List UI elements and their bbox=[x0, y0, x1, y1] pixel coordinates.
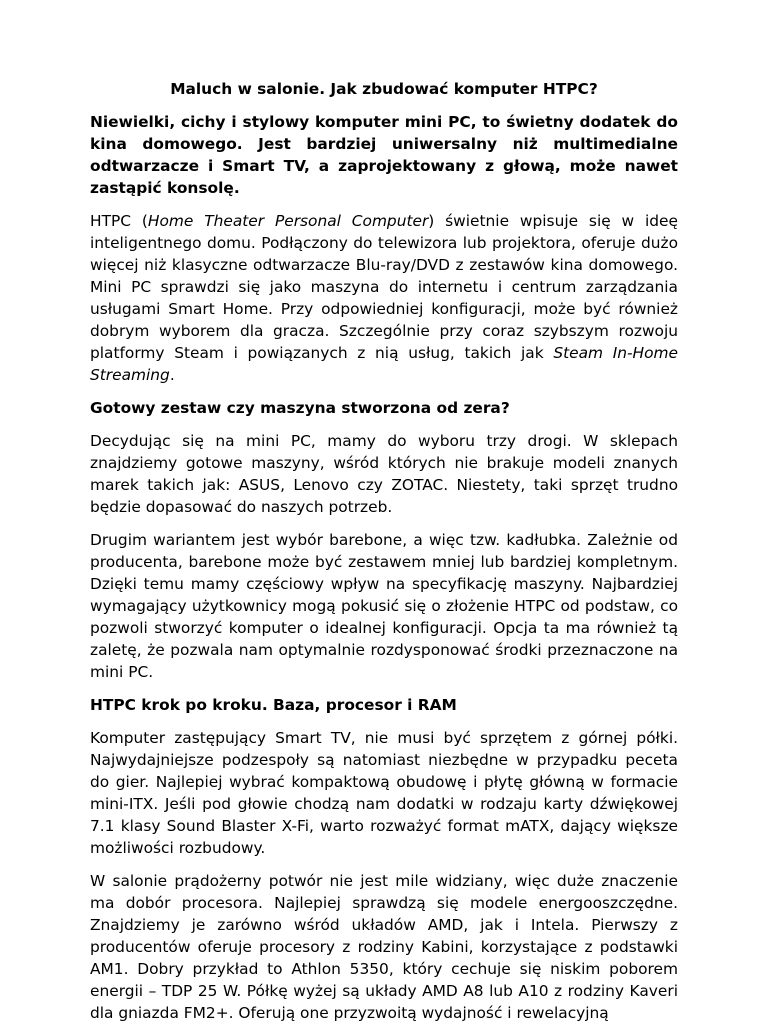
section2-paragraph-2: W salonie prądożerny potwór nie jest mile widziany, więc duże znaczenie ma dobór procesora. Najlepiej sprawdzą się modele energooszczędne. Znajdziemy je zarówno wśród układów AMD, jak i Intela. Pierwszy z producentów oferuje procesory z rodziny Kabini, korzystające z podstawki AM1. Dobry przykład to Athlon 5350, który cechuje się niskim poborem energii – TDP 25 W. Półkę wyżej są układy AMD A8 lub A10 z rodziny Kaveri dla gniazda FM2+. Oferują one przyzwoitą wydajność i rewelacyjną bbox=[90, 872, 678, 1022]
article-body bbox=[90, 78, 678, 1035]
section1-paragraph-2: Drugim wariantem jest wybór barebone, a więc tzw. kadłubka. Zależnie od producenta, barebone może być zestawem mniej lub bardziej kompletnym. Dzięki temu mamy częściowy wpływ na specyfikację maszyny. Najbardziej wymagający użytkownicy mogą pokusić się o złożenie HTPC od podstaw, co pozwoli stworzyć komputer o idealnej konfiguracji. Opcja ta ma również tą zaletę, że pozwala nam optymalnie rozdysponować środki przeznaczone na mini PC. bbox=[90, 531, 678, 681]
intro-emphasis-steam: Steam In-Home Streaming bbox=[90, 344, 678, 384]
intro-text-2: ) świetnie wpisuje się w ideę inteligentnego domu. Podłączony do telewizora lub projektora, oferuje dużo więcej niż klasyczne odtwarzacze Blu-ray/DVD z zestawów kina domowego. Mini PC sprawdzi się jako maszyna do internetu i centrum zarządzania usługami Smart Home. Przy odpowiedniej konfiguracji, może być również dobrym wyborem dla gracza. Szczególnie przy coraz szybszym rozwoju platformy Steam i powiązanych z nią usług, takich jak bbox=[90, 212, 678, 362]
intro-text-3: . bbox=[169, 366, 175, 384]
intro-text-1: HTPC ( bbox=[90, 212, 148, 230]
article-title: Maluch w salonie. Jak zbudować komputer HTPC? bbox=[170, 80, 598, 98]
section-heading-steps: HTPC krok po kroku. Baza, procesor i RAM bbox=[90, 696, 457, 714]
intro-emphasis-htpc: Home Theater Personal Computer bbox=[147, 212, 429, 230]
article-lead: Niewielki, cichy i stylowy komputer mini PC, to świetny dodatek do kina domowego. Jest bardziej uniwersalny niż multimedialne odtwarzacze i Smart TV, a zaprojektowany z głową, może nawet zastąpić konsolę. bbox=[90, 113, 678, 197]
section1-paragraph-1: Decydując się na mini PC, mamy do wyboru trzy drogi. W sklepach znajdziemy gotowe maszyny, wśród których nie brakuje modeli znanych marek takich jak: ASUS, Lenovo czy ZOTAC. Niestety, taki sprzęt trudno będzie dopasować do naszych potrzeb. bbox=[90, 432, 678, 516]
intro-paragraph bbox=[90, 210, 678, 386]
section-heading-choice: Gotowy zestaw czy maszyna stworzona od zera? bbox=[90, 399, 510, 417]
section2-paragraph-1: Komputer zastępujący Smart TV, nie musi być sprzętem z górnej półki. Najwydajniejsze podzespoły są natomiast niezbędne w przypadku peceta do gier. Najlepiej wybrać kompaktową obudowę i płytę główną w formacie mini-ITX. Jeśli pod głowie chodzą nam dodatki w rodzaju karty dźwiękowej 7.1 klasy Sound Blaster X-Fi, warto rozważyć format mATX, dający większe możliwości rozbudowy. bbox=[90, 729, 678, 857]
